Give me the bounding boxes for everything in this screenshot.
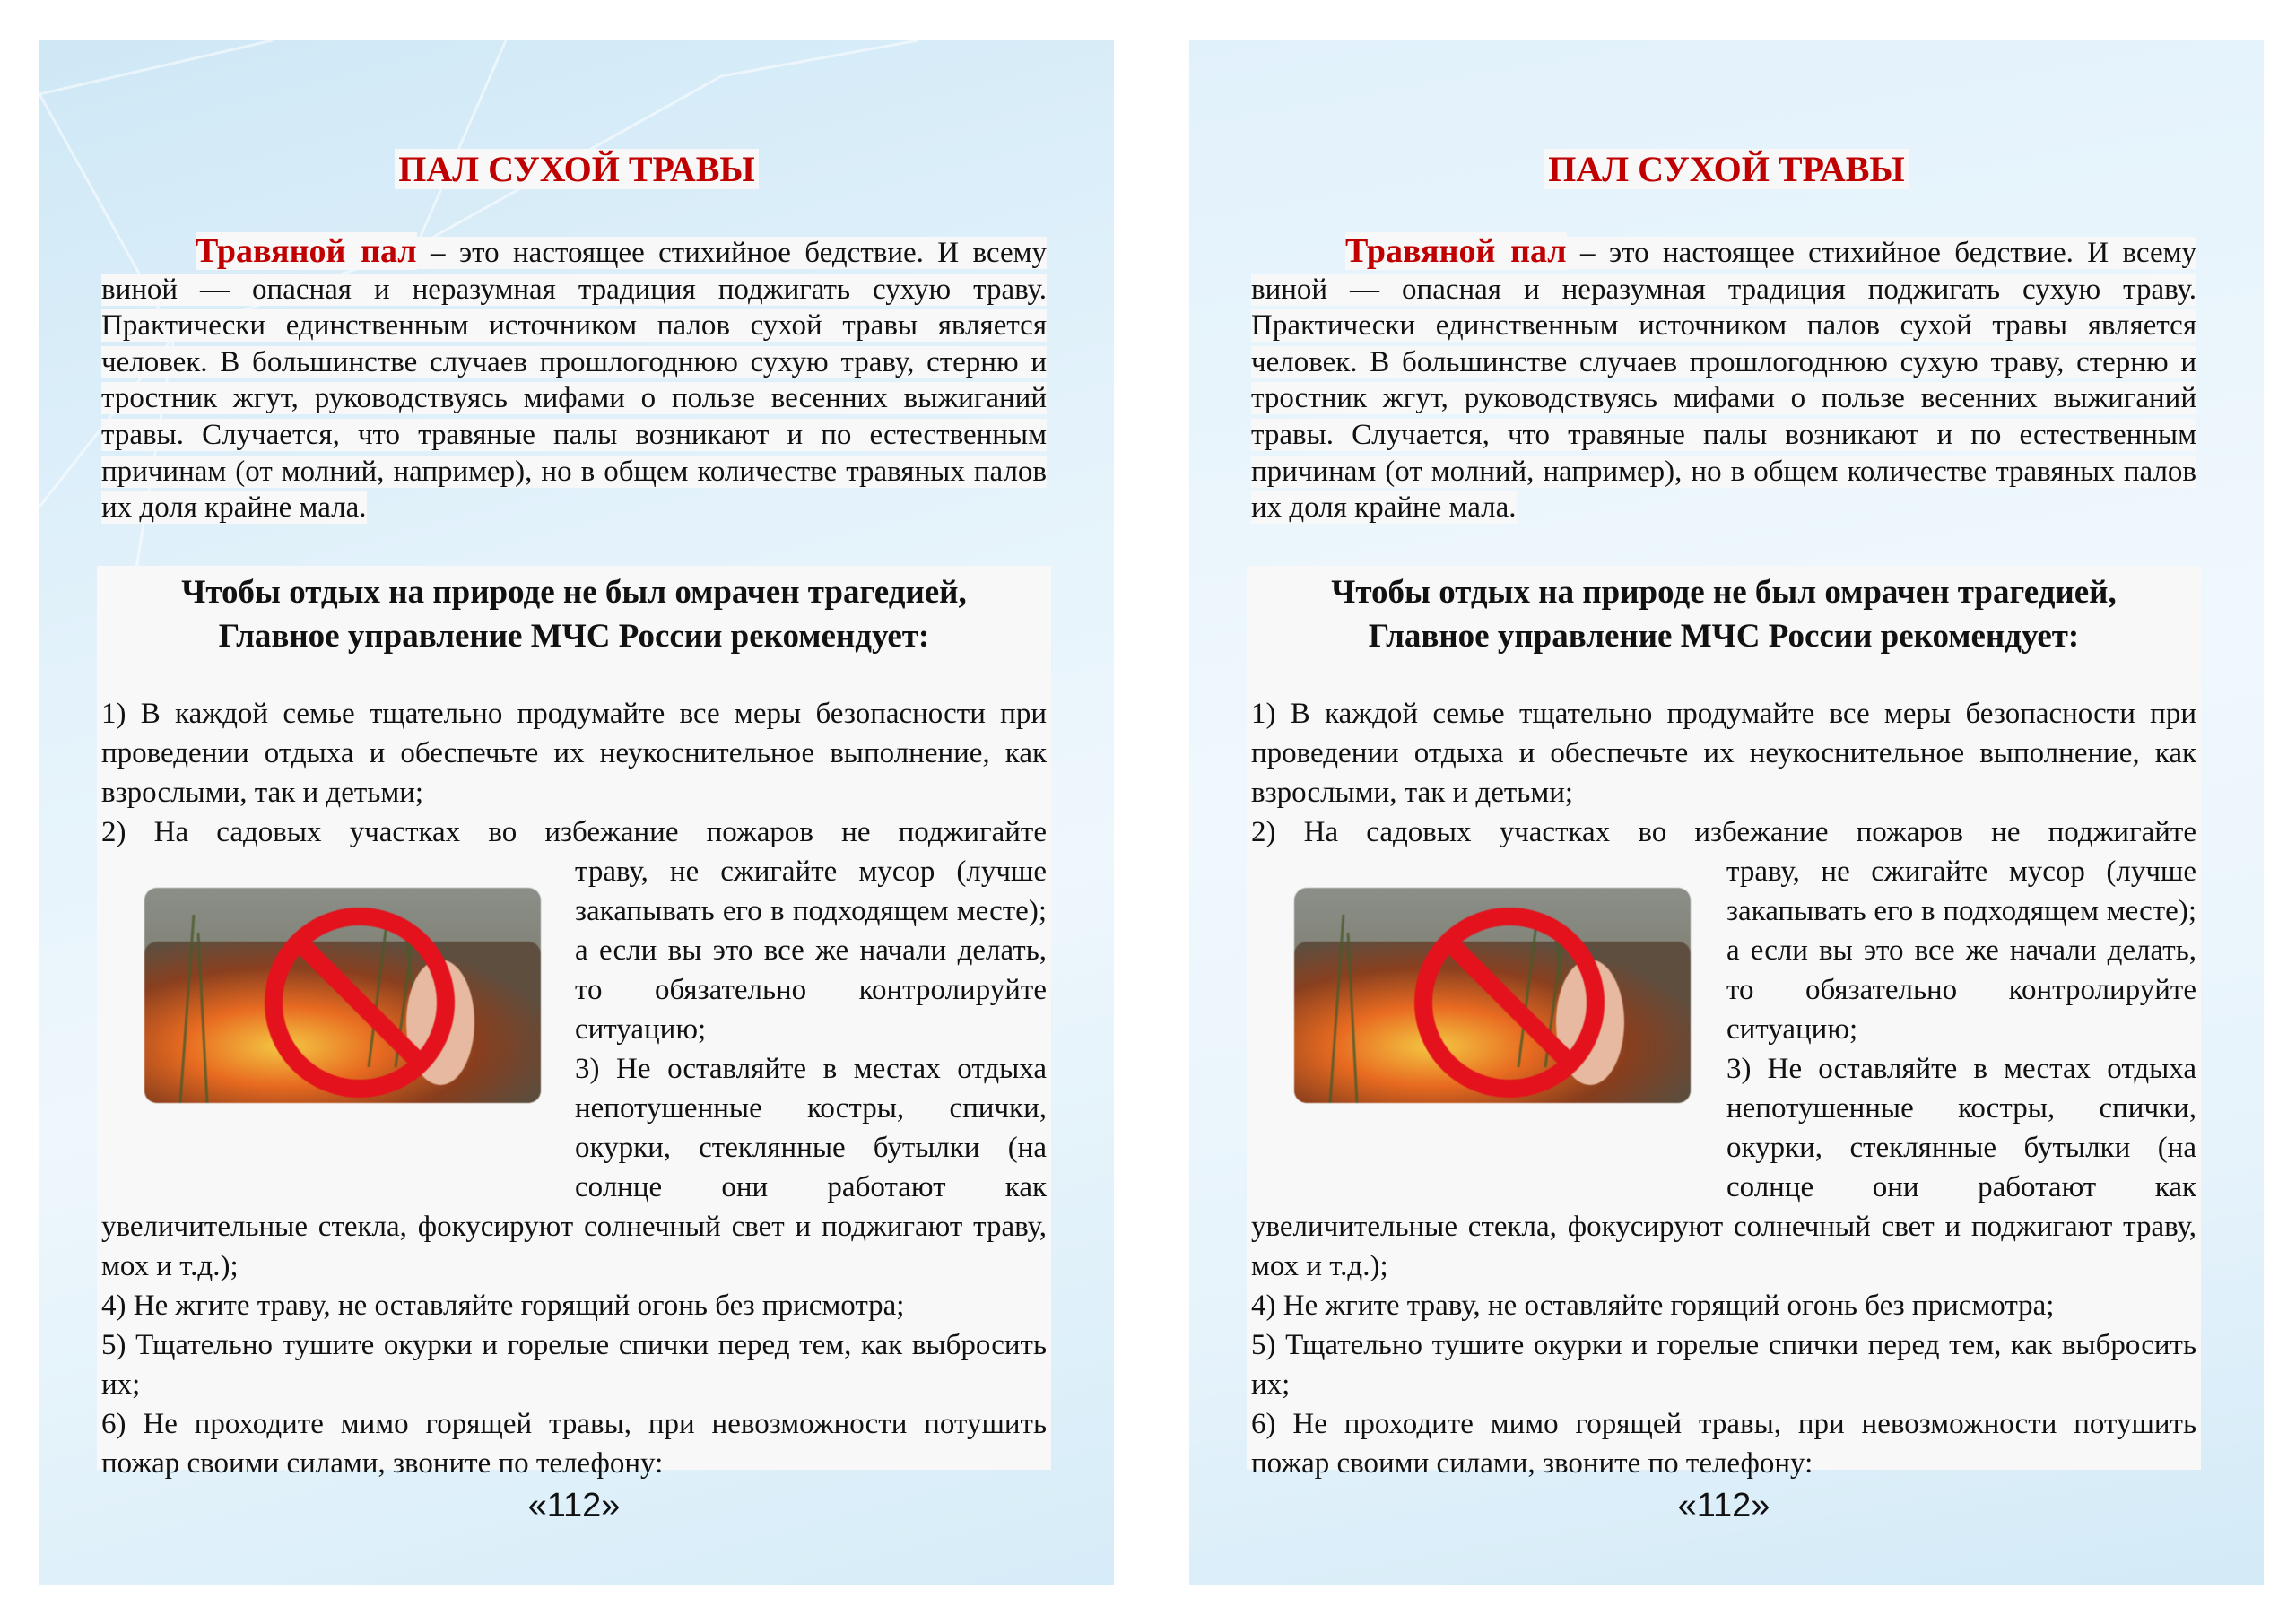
list-item: 3) Не оставляйте в местах отдыха непотушенные костры, спички, окурки, стеклянные бутылки (на солнце они работают как увеличительные стекла, фокусируют солнечный свет и поджигают траву, мох и т.д.); <box>101 1053 1047 1282</box>
page-title: ПАЛ СУХОЙ ТРАВЫ <box>39 148 1114 190</box>
intro-term: Травяной пал <box>196 232 417 270</box>
list-item-line: 2) На садовых участках во избежание пожаров не поджигайте <box>101 816 1047 848</box>
list-item: траву, не сжигайте мусор (лучше закапывать его в подходящем месте); а если вы это все же начали делать, то обязательно контролируйте ситуацию; <box>1726 855 2196 1046</box>
list-item-line: 2) На садовых участках во избежание пожаров не поджигайте <box>1251 816 2196 848</box>
recommendations-list <box>1251 694 2196 1526</box>
recommendations-heading: Чтобы отдых на природе не был омрачен трагедией, Главное управление МЧС России рекомендует: <box>181 574 967 655</box>
leaflet-right <box>1189 40 2264 1585</box>
intro-term: Травяной пал <box>1345 232 1567 270</box>
list-item: 4) Не жгите траву, не оставляйте горящий огонь без присмотра; <box>101 1290 905 1322</box>
prohibition-picture <box>1251 852 1726 1182</box>
list-item: 5) Тщательно тушите окурки и горелые спички перед тем, как выбросить их; <box>101 1329 1047 1401</box>
page-title: ПАЛ СУХОЙ ТРАВЫ <box>1189 148 2264 190</box>
no-grass-burning-sign-icon <box>1294 888 1691 1103</box>
prohibition-picture <box>101 852 575 1182</box>
leaflet-left <box>39 40 1114 1585</box>
list-item: 1) В каждой семье тщательно продумайте все меры безопасности при проведении отдыха и обеспечьте их неукоснительное выполнение, как взрослыми, так и детьми; <box>1251 698 2196 809</box>
list-item: 3) Не оставляйте в местах отдыха непотушенные костры, спички, окурки, стеклянные бутылки (на солнце они работают как увеличительные стекла, фокусируют солнечный свет и поджигают траву, мох и т.д.); <box>1251 1053 2196 1282</box>
list-item: 5) Тщательно тушите окурки и горелые спички перед тем, как выбросить их; <box>1251 1329 2196 1401</box>
intro-text: – это настоящее стихийное бедствие. И всему виной — опасная и неразумная традиция поджигать сухую траву. Практически единственным источником палов сухой травы является человек. В большинстве случаев прошлогоднюю сухую траву, стерню и тростник жгут, руководствуясь мифами о пользе весенних выжиганий травы. Случается, что травяные палы возникают и по естественным причинам (от молний, например), но в общем количестве травяных палов их доля крайне мала. <box>101 237 1048 525</box>
intro-text: – это настоящее стихийное бедствие. И всему виной — опасная и неразумная традиция поджигать сухую траву. Практически единственным источником палов сухой травы является человек. В большинстве случаев прошлогоднюю сухую траву, стерню и тростник жгут, руководствуясь мифами о пользе весенних выжиганий травы. Случается, что травяные палы возникают и по естественным причинам (от молний, например), но в общем количестве травяных палов их доля крайне мала. <box>1251 237 2197 525</box>
list-item: 6) Не проходите мимо горящей травы, при невозможности потушить пожар своими силами, звоните по телефону: <box>1251 1408 2196 1480</box>
recommendations-panel <box>1247 566 2201 1524</box>
list-item: 1) В каждой семье тщательно продумайте все меры безопасности при проведении отдыха и обеспечьте их неукоснительное выполнение, как взрослыми, так и детьми; <box>101 698 1047 809</box>
phone-number: «112» <box>527 1487 621 1524</box>
intro-paragraph <box>1251 233 2196 526</box>
recommendations-list <box>101 694 1047 1526</box>
phone-number: «112» <box>1677 1487 1770 1524</box>
list-item: 6) Не проходите мимо горящей травы, при невозможности потушить пожар своими силами, звоните по телефону: <box>101 1408 1047 1480</box>
no-grass-burning-sign-icon <box>144 888 541 1103</box>
recommendations-panel <box>97 566 1051 1524</box>
list-item: 4) Не жгите траву, не оставляйте горящий огонь без присмотра; <box>1251 1290 2055 1322</box>
recommendations-heading: Чтобы отдых на природе не был омрачен трагедией, Главное управление МЧС России рекомендует: <box>1331 574 2117 655</box>
list-item: траву, не сжигайте мусор (лучше закапывать его в подходящем месте); а если вы это все же начали делать, то обязательно контролируйте ситуацию; <box>575 855 1047 1046</box>
intro-paragraph <box>101 233 1047 526</box>
